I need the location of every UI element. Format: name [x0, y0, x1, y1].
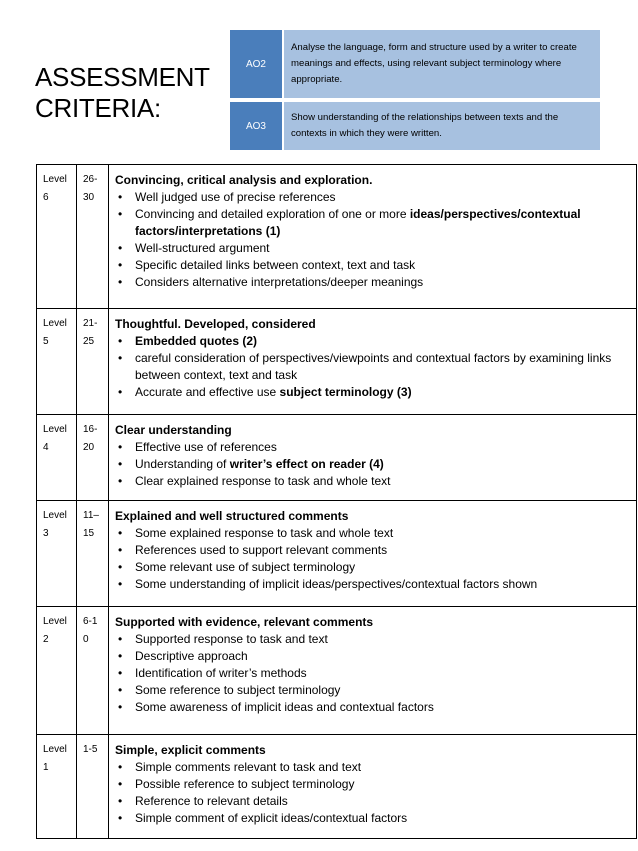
- objective-code: AO2: [230, 30, 284, 98]
- level-heading: Supported with evidence, relevant comments: [115, 615, 374, 629]
- title-line-2: CRITERIA:: [35, 93, 161, 123]
- criteria-list: [115, 333, 630, 401]
- marks-cell: [77, 165, 109, 309]
- criteria-text: Effective use of references: [135, 440, 277, 454]
- criteria-text: Well judged use of precise references: [135, 190, 336, 204]
- criteria-text: References used to support relevant comments: [135, 543, 388, 557]
- descriptor-cell: [109, 415, 637, 501]
- criteria-text: Simple comments relevant to task and text: [135, 760, 362, 774]
- descriptor-cell: [109, 501, 637, 607]
- criteria-emphasis: writer’s effect on reader (4): [229, 457, 384, 471]
- criteria-item: [115, 665, 630, 682]
- marks-range: 26-30: [83, 174, 98, 203]
- level-heading: Convincing, critical analysis and exploration.: [115, 173, 373, 187]
- level-cell: [37, 415, 77, 501]
- criteria-list: [115, 189, 630, 291]
- criteria-item: [115, 206, 630, 240]
- criteria-item: [115, 189, 630, 206]
- objective-code: AO3: [230, 102, 284, 150]
- criteria-item: [115, 525, 630, 542]
- level-row: [37, 309, 637, 415]
- criteria-item: [115, 350, 630, 384]
- criteria-text: Supported response to task and text: [135, 632, 328, 646]
- criteria-item: [115, 542, 630, 559]
- criteria-text: Some relevant use of subject terminology: [135, 560, 356, 574]
- criteria-item: [115, 699, 630, 716]
- criteria-text: Clear explained response to task and whole text: [135, 474, 391, 488]
- level-row: [37, 165, 637, 309]
- level-row: [37, 415, 637, 501]
- criteria-text: Accurate and effective use: [135, 385, 280, 399]
- level-cell: [37, 165, 77, 309]
- criteria-text: Convincing and detailed exploration of one or more: [135, 207, 410, 221]
- criteria-item: [115, 257, 630, 274]
- marks-range: 21-25: [83, 318, 98, 347]
- criteria-emphasis: ideas/perspectives/contextual factors/interpretations (1): [135, 207, 581, 238]
- criteria-list: [115, 759, 630, 827]
- marks-cell: [77, 309, 109, 415]
- criteria-text: Possible reference to subject terminology: [135, 777, 355, 791]
- criteria-list: [115, 631, 630, 716]
- objective-description: Show understanding of the relationships between texts and the contexts in which they were written.: [284, 102, 600, 150]
- level-label: Level 2: [43, 616, 67, 645]
- title-line-1: ASSESSMENT: [35, 62, 210, 92]
- criteria-text: Simple comment of explicit ideas/contextual factors: [135, 811, 408, 825]
- level-heading: Explained and well structured comments: [115, 509, 349, 523]
- level-heading: Clear understanding: [115, 423, 232, 437]
- level-cell: [37, 501, 77, 607]
- marks-cell: [77, 735, 109, 839]
- criteria-text: Identification of writer’s methods: [135, 666, 307, 680]
- criteria-text: Understanding of: [135, 457, 230, 471]
- level-label: Level 4: [43, 424, 67, 453]
- marks-range: 11–15: [83, 510, 99, 539]
- criteria-item: [115, 439, 630, 456]
- descriptor-cell: [109, 309, 637, 415]
- criteria-item: [115, 759, 630, 776]
- marks-range: 1-5: [83, 744, 98, 755]
- criteria-item: [115, 793, 630, 810]
- criteria-text: careful consideration of perspectives/viewpoints and contextual factors by examining links between context, text and task: [135, 351, 612, 382]
- level-cell: [37, 607, 77, 735]
- criteria-emphasis: subject terminology (3): [279, 385, 412, 399]
- marks-range: 16-20: [83, 424, 98, 453]
- criteria-emphasis: Embedded quotes (2): [135, 334, 258, 348]
- criteria-text: Specific detailed links between context, text and task: [135, 258, 416, 272]
- descriptor-cell: [109, 607, 637, 735]
- page-title: [35, 62, 210, 124]
- marks-cell: [77, 501, 109, 607]
- criteria-item: [115, 456, 630, 473]
- level-cell: [37, 735, 77, 839]
- criteria-item: [115, 559, 630, 576]
- criteria-item: [115, 631, 630, 648]
- criteria-text: Some understanding of implicit ideas/perspectives/contextual factors shown: [135, 577, 538, 591]
- criteria-item: [115, 384, 630, 401]
- criteria-text: Some reference to subject terminology: [135, 683, 341, 697]
- criteria-item: [115, 648, 630, 665]
- descriptor-cell: [109, 735, 637, 839]
- level-cell: [37, 309, 77, 415]
- criteria-item: [115, 682, 630, 699]
- level-row: [37, 607, 637, 735]
- level-row: [37, 501, 637, 607]
- criteria-text: Some awareness of implicit ideas and contextual factors: [135, 700, 434, 714]
- criteria-item: [115, 576, 630, 593]
- criteria-text: Considers alternative interpretations/deeper meanings: [135, 275, 424, 289]
- objective-row: [230, 102, 600, 150]
- descriptor-cell: [109, 165, 637, 309]
- criteria-text: Well-structured argument: [135, 241, 270, 255]
- level-label: Level 3: [43, 510, 67, 539]
- level-label: Level 1: [43, 744, 67, 773]
- criteria-text: Descriptive approach: [135, 649, 248, 663]
- level-heading: Simple, explicit comments: [115, 743, 266, 757]
- marks-cell: [77, 415, 109, 501]
- criteria-item: [115, 810, 630, 827]
- criteria-item: [115, 240, 630, 257]
- objective-description: Analyse the language, form and structure used by a writer to create meanings and effects, using relevant subject terminology where appropriate.: [284, 30, 600, 98]
- marks-range: 6-10: [83, 616, 98, 645]
- criteria-item: [115, 776, 630, 793]
- criteria-text: Some explained response to task and whole text: [135, 526, 394, 540]
- assessment-objectives: [230, 30, 600, 150]
- criteria-item: [115, 274, 630, 291]
- criteria-text: Reference to relevant details: [135, 794, 288, 808]
- marks-cell: [77, 607, 109, 735]
- levels-table: [36, 164, 637, 839]
- objective-row: [230, 30, 600, 98]
- level-row: [37, 735, 637, 839]
- level-label: Level 6: [43, 174, 67, 203]
- level-heading: Thoughtful. Developed, considered: [115, 317, 316, 331]
- criteria-item: [115, 473, 630, 490]
- criteria-list: [115, 525, 630, 593]
- criteria-item: [115, 333, 630, 350]
- level-label: Level 5: [43, 318, 67, 347]
- criteria-list: [115, 439, 630, 490]
